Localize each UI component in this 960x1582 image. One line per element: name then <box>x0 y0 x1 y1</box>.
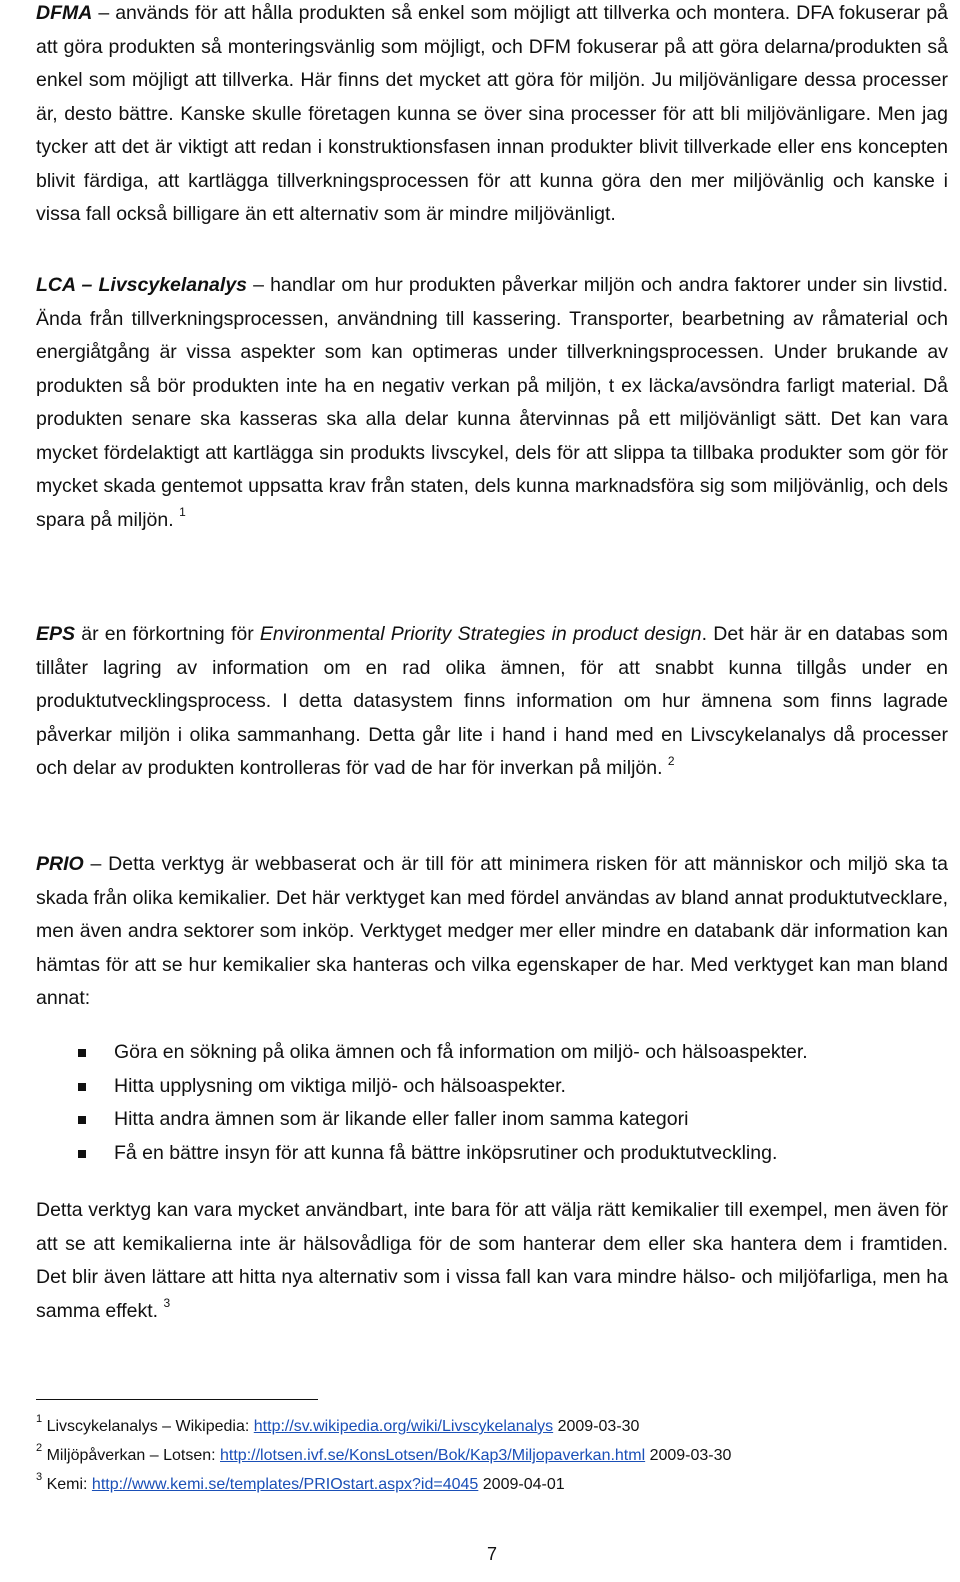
bullet-square-icon <box>78 1049 86 1057</box>
paragraph-prio-text: – Detta verktyg är webbaserat och är till för att minimera risken för att människor och miljö ska ta skada från olika kemikalier. Det här verktyget kan med fördel användas av bland annat produktutvecklare, men även andra sektorer som inköp. Verktyget medger mer eller mindre en databank där information kan hämtas för att se hur kemikalier ska hanteras och vilka egenskaper de har. Med verktyget kan man bland annat: <box>36 853 948 1009</box>
term-prio: PRIO <box>36 853 84 875</box>
paragraph-eps-italic: Environmental Priority Strategies in product design <box>259 623 702 645</box>
footnote-ref-1[interactable]: 1 <box>179 505 186 519</box>
footnote-number: 2 <box>36 1441 43 1454</box>
term-lca: LCA – Livscykelanalys <box>36 274 248 296</box>
footnote-link[interactable]: http://www.kemi.se/templates/PRIOstart.aspx?id=4045 <box>91 1476 479 1493</box>
term-eps: EPS <box>36 623 76 645</box>
paragraph-lca <box>36 269 948 537</box>
paragraph-prio <box>36 848 948 1016</box>
list-item <box>78 1103 938 1137</box>
footnote-date: 2009-03-30 <box>553 1418 640 1435</box>
footnote-label: Kemi: <box>46 1476 92 1493</box>
paragraph-eps-text-2: . Det här är en databas som tillåter lagring av information om en rad olika ämnen, för att snabbt kunna tillgås under en produktutvecklingsprocess. I detta datasystem finns information om hur ämnena som finns lagrade påverkar miljön i olika sammanhang. Detta går lite i hand i hand med en Livscykelanalys då processer och delar av produkten kontrolleras för vad de har för inverkan på miljön. <box>36 623 948 779</box>
paragraph-final <box>36 1194 948 1328</box>
footnote-link[interactable]: http://sv.wikipedia.org/wiki/Livscykelanalys <box>253 1418 554 1435</box>
footnotes <box>36 1412 948 1499</box>
footnote-label: Livscykelanalys – Wikipedia: <box>46 1418 254 1435</box>
footnote-3 <box>36 1470 948 1499</box>
list-item-text: Hitta upplysning om viktiga miljö- och hälsoaspekter. <box>114 1074 566 1097</box>
footnote-1 <box>36 1412 948 1441</box>
footnote-date: 2009-04-01 <box>478 1476 565 1493</box>
paragraph-eps <box>36 618 948 786</box>
footnote-label: Miljöpåverkan – Lotsen: <box>46 1447 221 1464</box>
footnote-ref-2[interactable]: 2 <box>667 753 675 768</box>
paragraph-lca-text: – handlar om hur produkten påverkar miljön och andra faktorer under sin livstid. Ända från tillverkningsprocessen, användning till kassering. Transporter, bearbetning av råmaterial och energiåtgång är vissa aspekter som kan optimeras under tillverkningsprocessen. Under brukande av produkten så bör produkten inte ha en negativ verkan på miljön, t ex läcka/avsöndra farligt material. Då produkten senare ska kasseras ska alla delar kunna återvinnas på ett miljövänligt sätt. Det kan vara mycket fördelaktigt att kartlägga sin produkts livscykel, dels för att slippa ta tillbaka produkter som gör för mycket skada gentemot uppsatta krav från staten, dels kunna marknadsföra sig som miljövänlig, och dels spara på miljön. <box>36 274 948 531</box>
paragraph-dfma-text: – används för att hålla produkten så enkel som möjligt att tillverka och montera. DFA fokuserar på att göra produkten så monteringsvänlig som möjligt, och DFM fokuserar på att göra delarna/produkten så enkel som möjligt att tillverka. Här finns det mycket att göra för miljön. Ju miljövänligare dessa processer är, desto bättre. Kanske skulle företagen kunna se över sina processer för att bli miljövänligare. Men jag tycker att det är viktigt att redan i konstruktionsfasen innan produkter blivit tillverkade eller ens koncepten blivit färdiga, att kartlägga tillverkningsprocessen för att kunna göra den mer miljövänlig och kanske i vissa fall också billigare än ett alternativ som är mindre miljövänligt. <box>36 2 948 225</box>
footnote-number: 1 <box>36 1412 43 1425</box>
footnote-2 <box>36 1441 948 1470</box>
bullet-square-icon <box>78 1150 86 1158</box>
footnote-link[interactable]: http://lotsen.ivf.se/KonsLotsen/Bok/Kap3/Miljopaverkan.html <box>220 1447 646 1464</box>
page-number: 7 <box>486 1544 497 1564</box>
list-item <box>78 1137 938 1171</box>
paragraph-eps-text-1: är en förkortning för <box>75 623 260 645</box>
footnote-ref-3[interactable]: 3 <box>163 1296 171 1310</box>
list-item <box>78 1036 938 1070</box>
bullet-square-icon <box>78 1083 86 1091</box>
list-item-text: Hitta andra ämnen som är likande eller faller inom samma kategori <box>114 1108 689 1130</box>
footnote-separator <box>36 1399 318 1400</box>
list-item-text: Göra en sökning på olika ämnen och få information om miljö- och hälsoaspekter. <box>114 1041 808 1063</box>
paragraph-final-text: Detta verktyg kan vara mycket användbart, inte bara för att välja rätt kemikalier till exempel, men även för att se att kemikalierna inte är hälsovådliga för de som hanterar dem eller ska hantera dem i framtiden. Det blir även lättare att hitta nya alternativ som i vissa fall kan vara mindre hälso- och miljöfarliga, men ha samma effekt. <box>36 1199 948 1322</box>
footnote-number: 3 <box>36 1470 43 1483</box>
list-item <box>78 1070 938 1104</box>
bullet-square-icon <box>78 1116 86 1124</box>
footnote-date: 2009-03-30 <box>645 1447 732 1464</box>
list-item-text: Få en bättre insyn för att kunna få bättre inköpsrutiner och produktutveckling. <box>114 1141 778 1164</box>
prio-bullet-list <box>78 1036 938 1170</box>
term-dfma: DFMA <box>36 2 93 24</box>
paragraph-dfma <box>36 0 948 232</box>
